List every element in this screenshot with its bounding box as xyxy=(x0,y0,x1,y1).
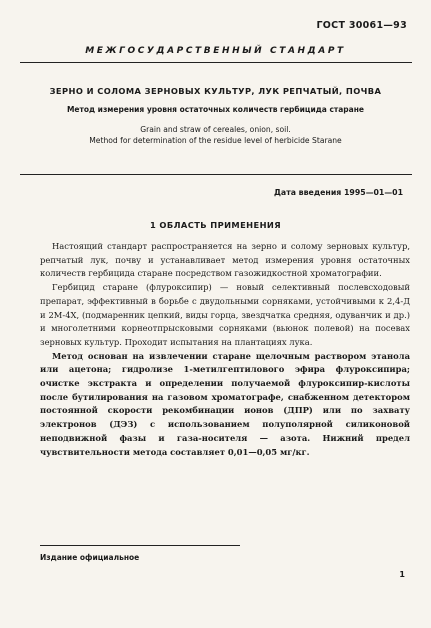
page-number: 1 xyxy=(399,570,405,579)
document-title: ЗЕРНО И СОЛОМА ЗЕРНОВЫХ КУЛЬТУР, ЛУК РЕПЧАТЫЙ, ПОЧВА xyxy=(49,86,382,96)
section-title: 1 ОБЛАСТЬ ПРИМЕНЕНИЯ xyxy=(149,220,282,230)
paragraph-1: Настоящий стандарт распространяется на зерно и солому зерновых культур, репчатый лук, почву и устанавливает метод измерения уровня остаточных количеств гербицида старане посредством газожидкостной хроматографии. xyxy=(40,241,410,279)
gost-number: ГОСТ 30061—93 xyxy=(316,20,407,31)
title-divider xyxy=(20,174,412,175)
edition-label: Издание официальное xyxy=(40,553,140,562)
header-divider xyxy=(20,62,412,63)
english-title-line-2: Method for determination of the residue level of herbicide Starane xyxy=(89,136,342,145)
paragraph-2: Гербицид старане (флуроксипир) — новый селективный послевсходовый препарат, эффективный в борьбе с двудольными сорняками, устойчивыми к 2,4-Д и 2М-4Х, (подмаренник цепкий, виды горца, звездчатка средняя, одуванчик и др.) и многолетними корнеотпрысковыми сорняками (вьюнок полевой) на посевах зерновых культур. Проходит испытания на плантациях лука. xyxy=(40,282,410,347)
method-title: Метод измерения уровня остаточных количеств гербицида старане xyxy=(66,105,365,114)
standard-type-header: МЕЖГОСУДАРСТВЕННЫЙ СТАНДАРТ xyxy=(85,46,346,56)
english-title xyxy=(0,124,431,146)
section-body xyxy=(40,240,410,459)
english-title-line-1: Grain and straw of cereales, onion, soil. xyxy=(140,125,291,134)
introduction-date: Дата введения 1995—01—01 xyxy=(273,188,403,197)
paragraph-3: Метод основан на извлечении старане щелочным раствором этанола или ацетона; гидролизе 1-метилгептилового эфира флуроксипира; очистке экстракта и определении получаемой флуроксипир-кислоты после бутилирования на газовом хроматографе, снабженном детектором постоянной скорости рекомбинации ионов (ДПР) или по захвату электронов (ДЭЗ) с использованием полуполярной силиконовой неподвижной фазы и газа-носителя — азота. Нижний предел чувствительности метода составляет 0,01—0,05 мг/кг. xyxy=(40,350,410,457)
footer-divider xyxy=(40,545,240,546)
